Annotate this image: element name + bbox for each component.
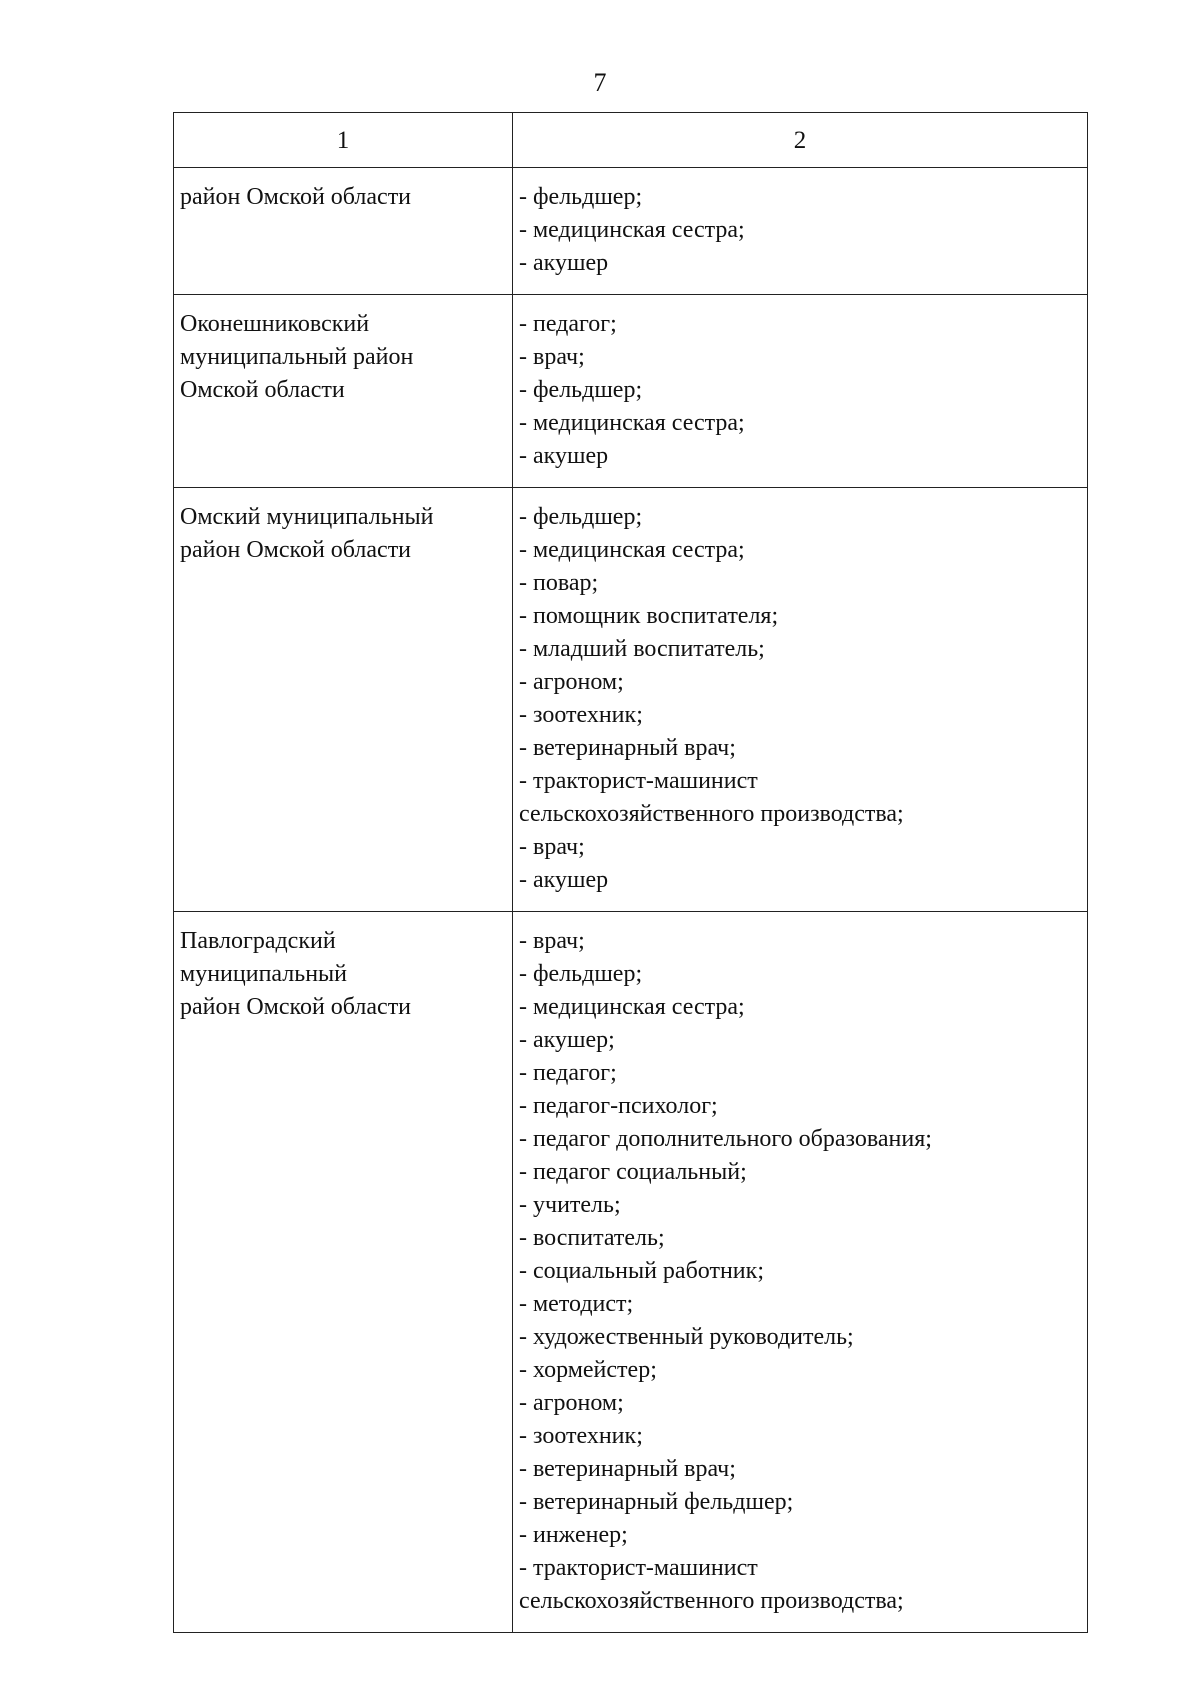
district-cell (174, 488, 513, 912)
profession-item: - фельдшер; (519, 961, 643, 987)
profession-item: - инженер; (519, 1522, 628, 1548)
profession-item: - хормейстер; (519, 1357, 657, 1383)
profession-item: - младший воспитатель; (519, 636, 765, 662)
column-header-1: 1 (174, 113, 513, 168)
profession-item: - ветеринарный врач; (519, 1456, 736, 1482)
profession-item: - педагог; (519, 1060, 617, 1086)
profession-item: - медицинская сестра; (519, 410, 745, 436)
profession-table (173, 112, 1088, 1633)
profession-item: - учитель; (519, 1192, 621, 1218)
profession-item: - ветеринарный врач; (519, 735, 736, 761)
profession-item: - художественный руководитель; (519, 1324, 854, 1350)
district-line: Оконешниковский (180, 311, 370, 337)
profession-item: - врач; (519, 834, 585, 860)
district-line: район Омской области (180, 537, 412, 563)
district-line: муниципальный район (180, 344, 414, 370)
district-cell (174, 168, 513, 295)
profession-item: - педагог; (519, 311, 617, 337)
profession-item: сельскохозяйственного производства; (519, 1588, 904, 1614)
table-row (174, 488, 1088, 912)
profession-item: - агроном; (519, 1390, 624, 1416)
district-line: муниципальный (180, 961, 348, 987)
profession-item: - социальный работник; (519, 1258, 764, 1284)
profession-list-cell (513, 168, 1088, 295)
profession-item: - повар; (519, 570, 599, 596)
table-row (174, 295, 1088, 488)
table-header-row (174, 113, 1088, 168)
profession-item: - помощник воспитателя; (519, 603, 779, 629)
profession-item: - педагог дополнительного образования; (519, 1126, 932, 1152)
table-row (174, 912, 1088, 1633)
column-header-2: 2 (513, 113, 1088, 168)
profession-item: - медицинская сестра; (519, 537, 745, 563)
profession-item: - педагог-психолог; (519, 1093, 718, 1119)
profession-item: сельскохозяйственного производства; (519, 801, 904, 827)
profession-item: - зоотехник; (519, 702, 643, 728)
profession-item: - медицинская сестра; (519, 217, 745, 243)
profession-item: - акушер (519, 250, 609, 276)
profession-list-cell (513, 488, 1088, 912)
district-line: район Омской области (180, 994, 412, 1020)
profession-item: - методист; (519, 1291, 634, 1317)
profession-item: - акушер (519, 867, 609, 893)
district-line: район Омской области (180, 184, 412, 210)
profession-item: - ветеринарный фельдшер; (519, 1489, 794, 1515)
profession-item: - врач; (519, 928, 585, 954)
profession-item: - акушер (519, 443, 609, 469)
profession-item: - врач; (519, 344, 585, 370)
page-number: 7 (593, 68, 607, 97)
profession-list-cell (513, 295, 1088, 488)
profession-item: - агроном; (519, 669, 624, 695)
profession-item: - педагог социальный; (519, 1159, 747, 1185)
profession-item: - фельдшер; (519, 377, 643, 403)
district-line: Павлоградский (180, 928, 336, 954)
profession-list-cell (513, 912, 1088, 1633)
profession-item: - фельдшер; (519, 184, 643, 210)
profession-item: - воспитатель; (519, 1225, 665, 1251)
profession-item: - тракторист-машинист (519, 1555, 758, 1581)
profession-item: - медицинская сестра; (519, 994, 745, 1020)
table-row (174, 168, 1088, 295)
district-cell (174, 295, 513, 488)
district-line: Омской области (180, 377, 345, 403)
district-cell (174, 912, 513, 1633)
profession-item: - зоотехник; (519, 1423, 643, 1449)
profession-item: - тракторист-машинист (519, 768, 758, 794)
profession-item: - фельдшер; (519, 504, 643, 530)
profession-item: - акушер; (519, 1027, 615, 1053)
district-line: Омский муниципальный (180, 504, 434, 530)
